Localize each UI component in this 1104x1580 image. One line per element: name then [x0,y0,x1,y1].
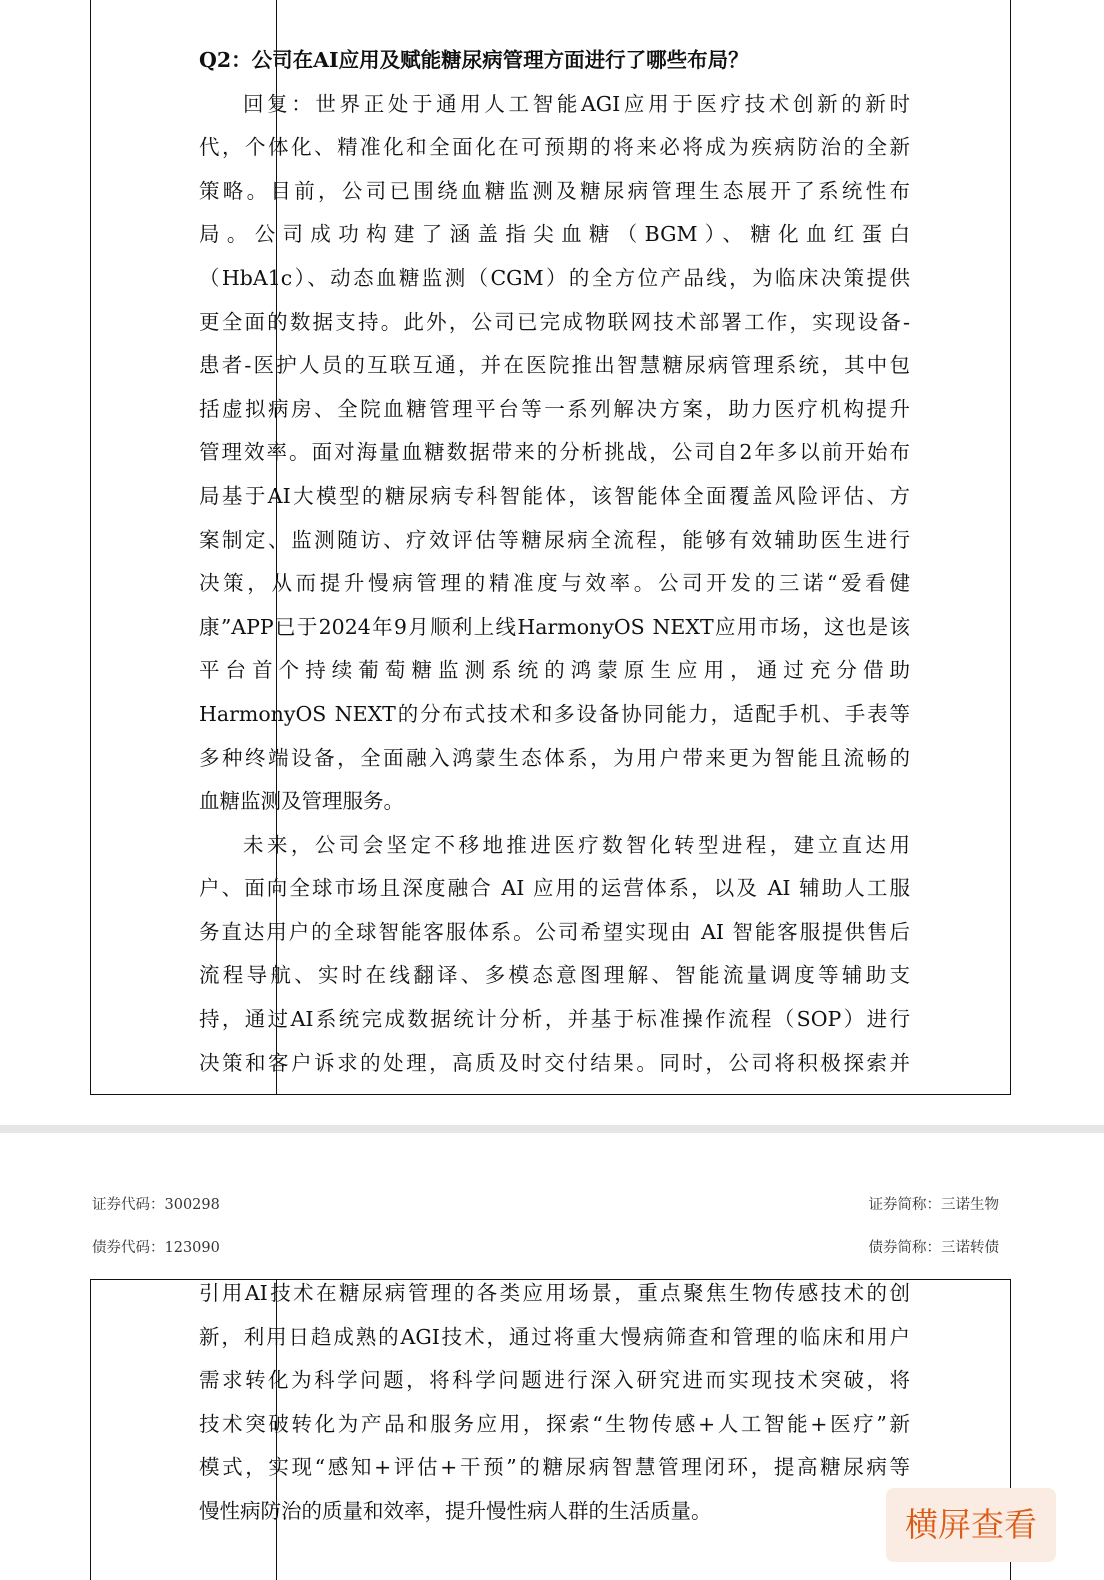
paragraph-line: 技术突破转化为产品和服务应用，探索“生物传感+人工智能+医疗”新 [199,1411,910,1436]
paragraph-line: 局。公司成功构建了涵盖指尖血糖（BGM）、糖化血红蛋白 [199,222,910,247]
paragraph-line: 决策和客户诉求的处理，高质及时交付结果。同时，公司将积极探索并 [199,1050,910,1075]
paragraph-line: 案制定、监测随访、疗效评估等糖尿病全流程，能够有效辅助医生进行 [199,527,910,552]
page-separator [0,1125,1104,1133]
paragraph-line: 更全面的数据支持。此外，公司已完成物联网技术部署工作，实现设备- [199,309,910,334]
bond-code: 债券代码：123090 [92,1240,220,1256]
paragraph-line: 决策，从而提升慢病管理的精准度与效率。公司开发的三诺“爱看健 [199,571,910,596]
paragraph-line: 患者-医护人员的互联互通，并在医院推出智慧糖尿病管理系统，其中包 [199,353,910,378]
paragraph-line: 务直达用户的全球智能客服体系。公司希望实现由 AI 智能客服提供售后 [199,919,910,944]
landscape-view-button[interactable]: 横屏查看 [886,1488,1056,1562]
paragraph-line: 需求转化为科学问题，将科学问题进行深入研究进而实现技术突破，将 [199,1368,910,1393]
paragraph-line: 持，通过AI系统完成数据统计分析，并基于标准操作流程（SOP）进行 [199,1007,910,1032]
paragraph-line: 策略。目前，公司已围绕血糖监测及糖尿病管理生态展开了系统性布 [199,178,910,203]
paragraph-line: 未来，公司会坚定不移地推进医疗数智化转型进程，建立直达用 [243,832,910,857]
paragraph-line: 局基于AI大模型的糖尿病专科智能体，该智能体全面覆盖风险评估、方 [199,483,910,508]
paragraph-line: 户、面向全球市场且深度融合 AI 应用的运营体系，以及 AI 辅助人工服 [199,876,910,901]
stock-name: 证券简称：三诺生物 [868,1197,999,1213]
paragraph-line: 流程导航、实时在线翻译、多模态意图理解、智能流量调度等辅助支 [199,963,910,988]
paragraph-line: 模式，实现“感知+评估+干预”的糖尿病智慧管理闭环，提高糖尿病等 [199,1455,910,1480]
paragraph-line: 康”APP已于2024年9月顺利上线HarmonyOS NEXT应用市场，这也是该 [199,614,910,639]
paragraph-line: （HbA1c）、动态血糖监测（CGM）的全方位产品线，为临床决策提供 [199,265,910,290]
paragraph-line: 回复：世界正处于通用人工智能AGI应用于医疗技术创新的新时 [243,91,910,116]
paragraph-line: 管理效率。面对海量血糖数据带来的分析挑战，公司自2年多以前开始布 [199,440,910,465]
paragraph-line: 血糖监测及管理服务。 [199,789,404,814]
answer-cell-continued [199,1272,910,1534]
answer-cell [199,39,910,1085]
paragraph-line: 括虚拟病房、全院血糖管理平台等一系列解决方案，助力医疗机构提升 [199,396,910,421]
paragraph-line: 代，个体化、精准化和全面化在可预期的将来必将成为疾病防治的全新 [199,135,910,160]
paragraph-line: 多种终端设备，全面融入鸿蒙生态体系，为用户带来更为智能且流畅的 [199,745,910,770]
paragraph-line: 新，利用日趋成熟的AGI技术，通过将重大慢病筛查和管理的临床和用户 [199,1324,910,1349]
bond-name: 债券简称：三诺转债 [868,1240,999,1256]
question-heading: Q2：公司在AI应用及赋能糖尿病管理方面进行了哪些布局？ [199,48,749,72]
stock-code: 证券代码：300298 [92,1197,220,1213]
paragraph-line: HarmonyOS NEXT的分布式技术和多设备协同能力，适配手机、手表等 [199,701,910,726]
paragraph-line: 慢性病防治的质量和效率，提升慢性病人群的生活质量。 [199,1498,712,1523]
paragraph-line: 平台首个持续葡萄糖监测系统的鸿蒙原生应用，通过充分借助 [199,658,910,683]
paragraph-line: 引用AI技术在糖尿病管理的各类应用场景，重点聚焦生物传感技术的创 [199,1281,910,1305]
